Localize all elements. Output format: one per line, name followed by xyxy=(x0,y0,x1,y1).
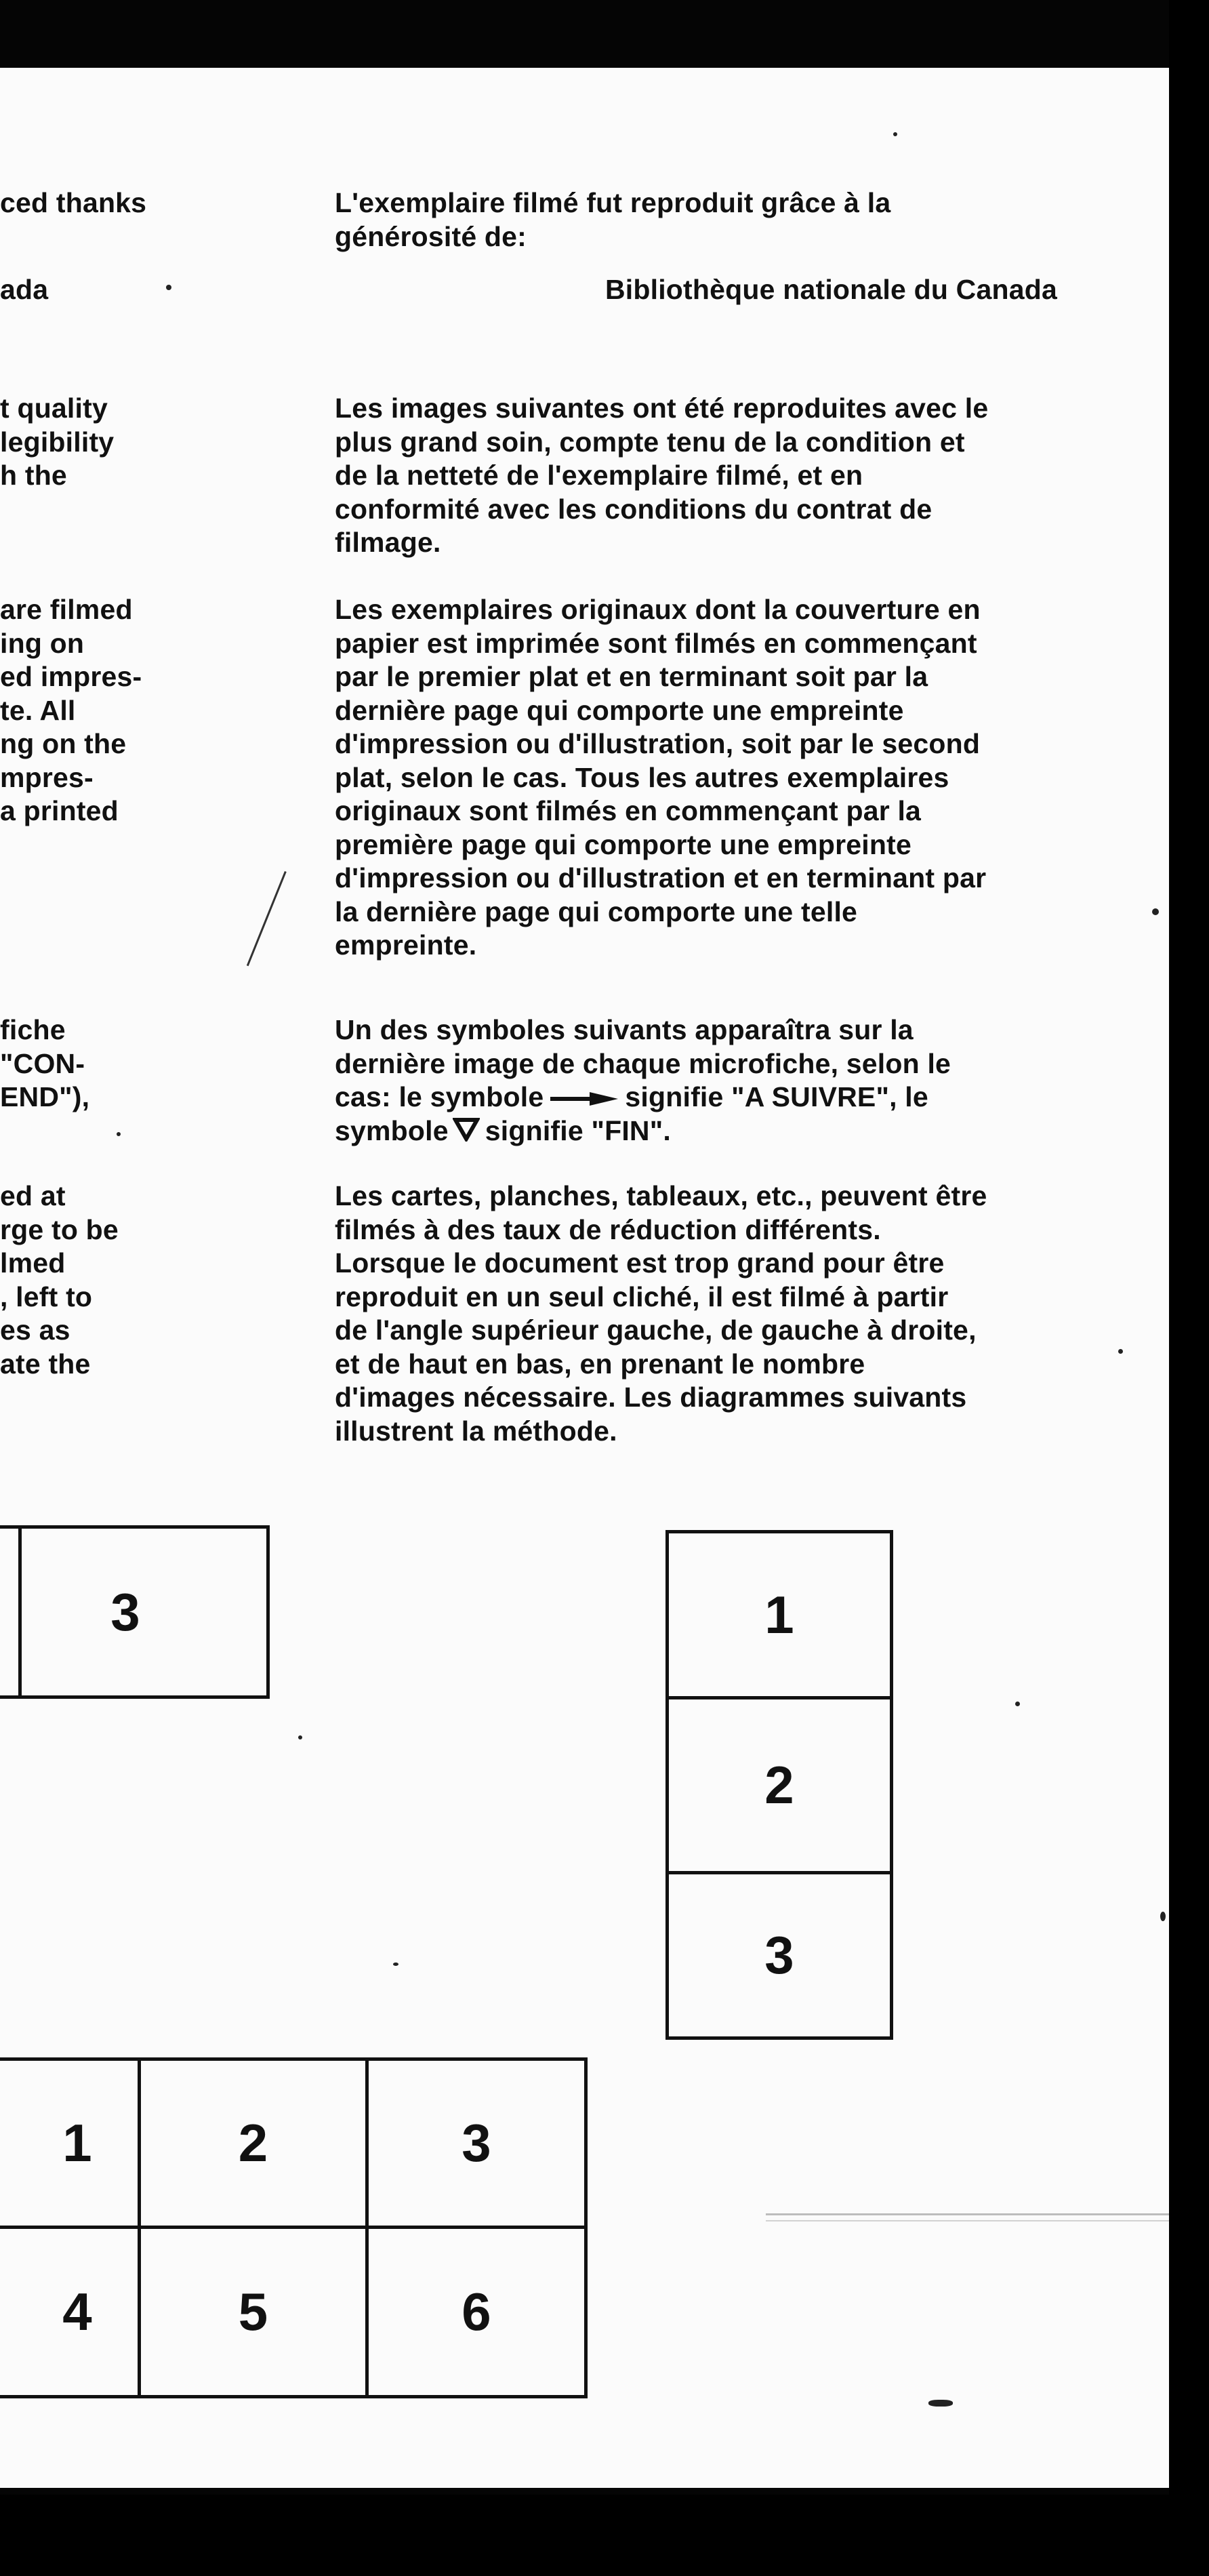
scan-speck xyxy=(1152,908,1159,915)
scan-speck xyxy=(117,1132,121,1136)
diagram-cell: 3 xyxy=(462,2113,491,2173)
diagram-cell: 5 xyxy=(238,2282,268,2341)
diagram-cell: 3 xyxy=(764,1925,794,1985)
scan-border-right xyxy=(1169,0,1209,2576)
scan-speck xyxy=(166,285,171,290)
diagram-grid xyxy=(0,2057,588,2398)
intro-paragraph: L'exemplaire filmé fut reproduit grâce à la générosité de: xyxy=(335,187,891,252)
scan-speck xyxy=(893,132,897,136)
diagram-cell: 2 xyxy=(238,2113,268,2173)
scan-border-bottom xyxy=(0,2495,1209,2576)
diagram-cell: 3 xyxy=(110,1582,140,1642)
diagram-cell: 1 xyxy=(62,2113,92,2173)
scan-speck xyxy=(1015,1702,1020,1706)
paragraph-originals: Les exemplaires originaux dont la couverture en papier est imprimée sont filmés en commençant par le premier plat et en terminant soit par la dernière page qui comporte une empreinte d'impression ou d'illustration, soit par le second plat, selon le cas. Tous les autres exemplaires originaux sont filmés en commençant par la première page qui comporte une empreinte d'impression ou d'illustration et en terminant par la dernière page qui comporte une telle empreinte. xyxy=(335,594,987,961)
scan-speck xyxy=(1160,1912,1166,1921)
diagram-cell: 6 xyxy=(462,2282,491,2341)
scan-rule xyxy=(766,2220,1169,2221)
diagram-vertical xyxy=(665,1530,893,2040)
paragraph-maps: Les cartes, planches, tableaux, etc., peuvent être filmés à des taux de réduction différents. Lorsque le document est trop grand pour être reproduit en un seul cliché, il est filmé à partir de l'angle supérieur gauche, de gauche à droite, et de haut en bas, en prenant le nombre d'images nécessaire. Les diagrammes suivants illustrent la méthode. xyxy=(335,1180,987,1447)
diagram-cell: 4 xyxy=(62,2282,92,2341)
diagram-horizontal-partial xyxy=(0,1525,270,1699)
diagram-cell: 1 xyxy=(764,1584,794,1645)
left-paragraph-4: ed at rge to be lmed , left to es as ate the xyxy=(0,1180,119,1380)
left-paragraph-2: are filmed ing on ed impres- te. All ng on the mpres- a printed xyxy=(0,594,142,826)
triangle-down-icon xyxy=(453,1117,480,1142)
paragraph-conditions: Les images suivantes ont été reproduites avec le plus grand soin, compte tenu de la condition et de la netteté de l'exemplaire filmé, et en conformité avec les conditions du contrat de filmage. xyxy=(335,393,989,558)
scan-speck xyxy=(928,2400,953,2407)
scan-speck xyxy=(393,1963,398,1966)
scan-speck xyxy=(1118,1349,1123,1354)
left-paragraph-1: t quality legibility h the xyxy=(0,393,115,491)
left-line: ced thanks xyxy=(0,187,147,218)
institution-name: Bibliothèque nationale du Canada xyxy=(604,274,1057,305)
scanned-page xyxy=(0,68,1169,2488)
scan-speck xyxy=(298,1735,302,1739)
paragraph-symbols: Un des symboles suivants apparaîtra sur la dernière image de chaque microfiche, selon le cas: le symbole signifie "A SUIVRE", le symbole signifie "FIN". xyxy=(335,1014,951,1146)
left-column xyxy=(0,186,146,220)
left-line: ada xyxy=(0,274,49,305)
diagram-cell: 2 xyxy=(764,1755,794,1815)
scan-rule xyxy=(766,2213,1169,2215)
left-paragraph-3: fiche "CON- END"), xyxy=(0,1014,90,1112)
arrow-right-icon xyxy=(548,1091,621,1107)
scan-mark xyxy=(247,871,287,966)
